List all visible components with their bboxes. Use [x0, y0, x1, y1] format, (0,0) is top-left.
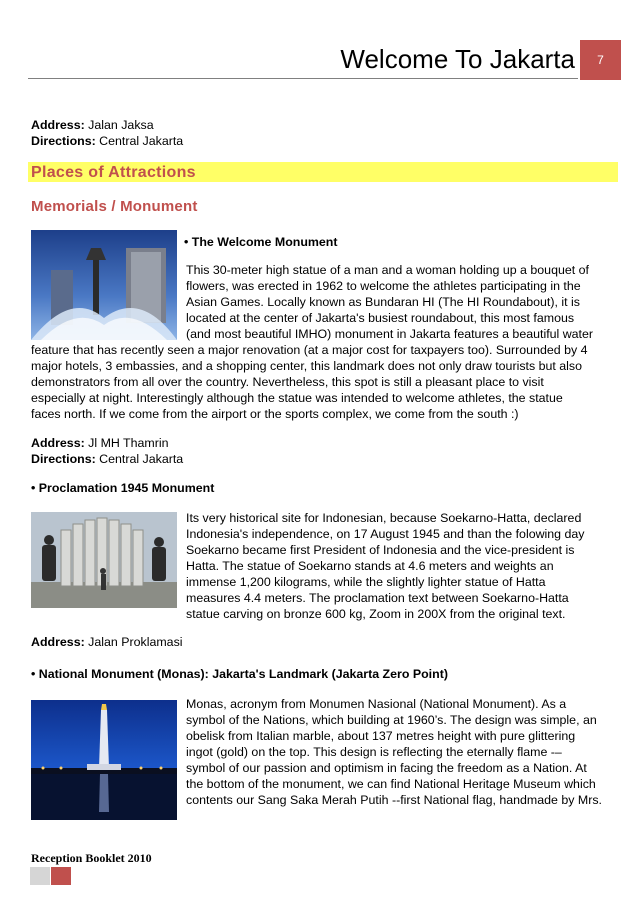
footer-red-square [51, 867, 71, 885]
page-title: Welcome To Jakarta [340, 44, 575, 74]
address-value: Jalan Proklamasi [88, 635, 183, 649]
proclamation-line: statue carving on bronze 600 kg, Zoom in 200X from the original text. [186, 607, 566, 621]
footer-label: Reception Booklet 2010 [31, 851, 152, 865]
welcome-address [31, 436, 169, 452]
address-label: Address: [31, 436, 85, 450]
intro-directions [31, 134, 183, 150]
monas-line: obelisk from Italian marble, about 137 metres height with pure glittering [186, 729, 576, 743]
proclamation-line: immense 1,200 kilograms, while the slightly lighter statue of Hatta [186, 575, 546, 589]
welcome-line: especially at night. Interestingly although the statue was intended to welcome athletes, the statue [31, 391, 563, 405]
address-value: Jalan Jaksa [88, 118, 154, 132]
section-title: Places of Attractions [31, 164, 196, 181]
welcome-line: faces north. If we come from the airport or the sports complex, we come from the south :) [31, 407, 519, 421]
directions-value: Central Jakarta [99, 134, 184, 148]
welcome-monument-photo [31, 230, 177, 340]
proclamation-line: Soekarno became first President of Indonesia and the vice-president is [186, 543, 575, 557]
proclamation-line: measures 4.4 meters. The proclamation text between Soekarno-Hatta [186, 591, 569, 605]
proclamation-monument-photo [31, 512, 177, 608]
page-number-badge [580, 40, 621, 80]
footer-grey-square [30, 867, 50, 885]
monas-line: symbol of the Nations, which building at 1960’s. The design was simple, an [186, 713, 597, 727]
address-label: Address: [31, 635, 85, 649]
welcome-line: located at the center of Jakarta's busiest roundabout, this most famous [186, 311, 575, 325]
monas-line: Monas, acronym from Monumen Nasional (National Monument). As a [186, 697, 567, 711]
proclamation-line: Its very historical site for Indonesian, because Soekarno-Hatta, declared [186, 511, 582, 525]
welcome-line: This 30-meter high statue of a man and a woman holding up a bouquet of [186, 263, 589, 277]
monas-line: ingot (gold) on the top. This design is reflecting the eternally flame -– [186, 745, 562, 759]
proclamation-line: Indonesia's independence, on 17 August 1945 and than the folowing day [186, 527, 585, 541]
monas-line: the bottom of the monument, we can find National Heritage Museum which [186, 777, 596, 791]
page-number: 7 [597, 53, 604, 67]
welcome-line: demonstrators from all over the country. Nevertheless, this spot is still a pleasant place to visit [31, 375, 544, 389]
intro-address [31, 118, 154, 134]
monas-line: contents our Sang Saka Merah Putih --first National flag, handmade by Mrs. [186, 793, 602, 807]
welcome-line: (and most beautiful IMHO) monument in Jakarta features a beautiful water [186, 327, 594, 341]
proclamation-heading: • Proclamation 1945 Monument [31, 481, 215, 495]
directions-label: Directions: [31, 452, 96, 466]
welcome-line: flowers, was erected in 1962 to welcome the athletes participating in the [186, 279, 581, 293]
welcome-line: major hotels, 3 embassies, and a shopping center, this landmark does not only draw tourists but also [31, 359, 582, 373]
directions-label: Directions: [31, 134, 96, 148]
proclamation-line: Hatta. The statue of Soekarno stands at 4.6 meters and weights an [186, 559, 554, 573]
directions-value: Central Jakarta [99, 452, 184, 466]
header-divider [28, 78, 578, 79]
welcome-monument-heading: • The Welcome Monument [184, 235, 338, 249]
welcome-line: feature that has recently seen a major renovation (at a major cost for taxpayers too). Surrounded by 4 [31, 343, 588, 357]
monas-photo [31, 700, 177, 820]
address-value: Jl MH Thamrin [88, 436, 169, 450]
monas-line: symbol of our passion and optimism in facing the freedom as a Nation. At [186, 761, 587, 775]
proclamation-address [31, 635, 183, 651]
address-label: Address: [31, 118, 85, 132]
section-subtitle: Memorials / Monument [31, 198, 198, 215]
welcome-line: Asian Games. Locally known as Bundaran HI (The HI Roundabout), it is [186, 295, 580, 309]
welcome-directions [31, 452, 183, 468]
monas-heading: • National Monument (Monas): Jakarta's Landmark (Jakarta Zero Point) [31, 667, 448, 681]
